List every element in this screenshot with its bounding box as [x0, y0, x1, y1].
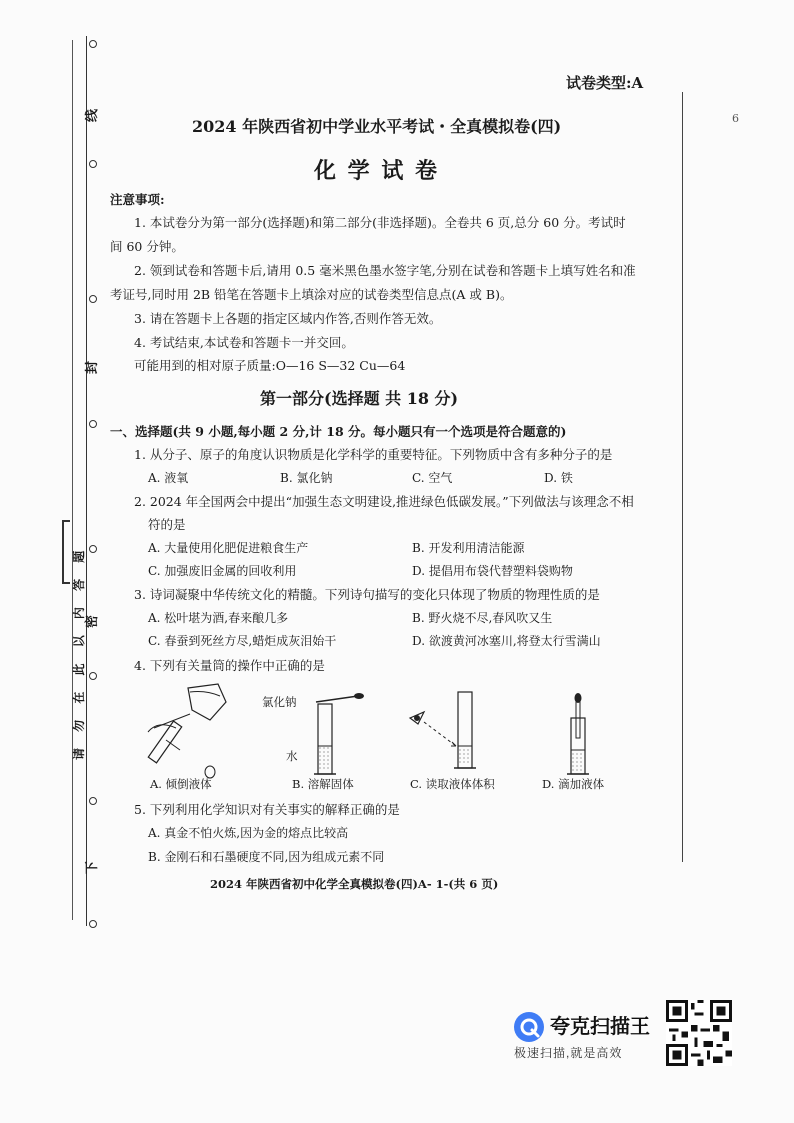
section1-heading: 一、选择题(共 9 小题,每小题 2 分,计 18 分。每小题只有一个选项是符合题意的): [110, 424, 567, 439]
binding-char-below: 下: [85, 860, 101, 875]
note-line-2: 间 60 分钟。: [110, 239, 184, 254]
label-nacl: 氯化钠: [262, 695, 297, 709]
figure-dissolve-solid: [296, 686, 366, 778]
scanner-brand: 夸克扫描王: [550, 1016, 650, 1038]
notes-heading: 注意事项:: [110, 192, 165, 207]
q4-option-b: B. 溶解固体: [292, 777, 354, 791]
binding-hole: [89, 40, 97, 48]
paper-type: 试卷类型:A: [566, 74, 644, 92]
label-water: 水: [286, 749, 298, 763]
q4-stem: 4. 下列有关量筒的操作中正确的是: [134, 658, 325, 673]
q2-stem: 2. 2024 年全国两会中提出“加强生态文明建设,推进绿色低碳发展。”下列做法与该理念不相: [134, 494, 634, 509]
q2-option-d: D. 提倡用布袋代替塑料袋购物: [412, 564, 573, 578]
q1-option-c: C. 空气: [412, 471, 453, 485]
q3-stem: 3. 诗词凝聚中华传统文化的精髓。下列诗句描写的变化只体现了物质的物理性质的是: [134, 587, 600, 602]
binding-char-secret: 密: [85, 614, 101, 629]
scanner-slogan: 极速扫描,就是高效: [514, 1046, 623, 1060]
note-line-4: 考证号,同时用 2B 铅笔在答题卡上填涂对应的试卷类型信息点(A 或 B)。: [110, 287, 513, 302]
part1-title: 第一部分(选择题 共 18 分): [260, 389, 459, 408]
q1-stem: 1. 从分子、原子的角度认识物质是化学科学的重要特征。下列物质中含有多种分子的是: [134, 447, 613, 462]
binding-hole: [89, 420, 97, 428]
q3-option-d: D. 欲渡黄河冰塞川,将登太行雪满山: [412, 634, 601, 648]
q5-option-b: B. 金刚石和石墨硬度不同,因为组成元素不同: [148, 850, 385, 864]
figure-pour-liquid: [140, 680, 240, 780]
qr-code-icon: [666, 1000, 732, 1066]
note-line-6: 4. 考试结束,本试卷和答题卡一并交回。: [134, 335, 354, 350]
q3-option-b: B. 野火烧不尽,春风吹又生: [412, 611, 553, 625]
q1-option-b: B. 氯化钠: [280, 471, 333, 485]
q4-option-d: D. 滴加液体: [542, 777, 605, 791]
q2-stem-cont: 符的是: [148, 517, 186, 532]
binding-hole: [89, 160, 97, 168]
figure-read-volume: [402, 684, 502, 780]
q4-option-c: C. 读取液体体积: [410, 777, 495, 791]
note-line-3: 2. 领到试卷和答题卡后,请用 0.5 毫米黑色墨水签字笔,分别在试卷和答题卡上填写姓名和准: [134, 263, 636, 278]
binding-char-seal: 封: [85, 360, 101, 375]
q1-option-a: A. 液氧: [148, 471, 189, 485]
q2-option-c: C. 加强废旧金属的回收利用: [148, 564, 297, 578]
atomic-mass: 可能用到的相对原子质量:O—16 S—32 Cu—64: [134, 358, 406, 373]
q4-option-a: A. 倾倒液体: [150, 777, 212, 791]
scanner-logo-icon: [512, 1010, 546, 1044]
note-line-1: 1. 本试卷分为第一部分(选择题)和第二部分(非选择题)。全卷共 6 页,总分 60 分。考试时: [134, 215, 626, 230]
figure-drip-liquid: [556, 690, 606, 780]
q1-option-d: D. 铁: [544, 471, 573, 485]
note-line-5: 3. 请在答题卡上各题的指定区域内作答,否则作答无效。: [134, 311, 442, 326]
exam-title: 2024 年陕西省初中学业水平考试・全真模拟卷(四): [192, 117, 562, 136]
binding-notice: 请 勿 在 此 以 内 答 题: [72, 544, 86, 760]
q3-option-a: A. 松叶堪为酒,春来酿几多: [148, 611, 289, 625]
q5-option-a: A. 真金不怕火炼,因为金的熔点比较高: [148, 826, 349, 840]
page-mark: 6: [732, 112, 739, 125]
binding-hole: [89, 672, 97, 680]
content-border-right: [682, 92, 683, 862]
binding-hole: [89, 920, 97, 928]
binding-hole: [89, 797, 97, 805]
subject-title: 化 学 试 卷: [314, 158, 439, 184]
binding-bracket: [62, 520, 70, 584]
binding-hole: [89, 545, 97, 553]
binding-line-outer: [72, 40, 73, 920]
page-footer: 2024 年陕西省初中化学全真模拟卷(四)A- 1-(共 6 页): [210, 877, 499, 891]
q2-option-b: B. 开发利用清洁能源: [412, 541, 525, 555]
binding-char-line: 线: [85, 108, 101, 123]
q5-stem: 5. 下列利用化学知识对有关事实的解释正确的是: [134, 802, 400, 817]
binding-line: [86, 36, 87, 926]
binding-hole: [89, 295, 97, 303]
q2-option-a: A. 大量使用化肥促进粮食生产: [148, 541, 309, 555]
q3-option-c: C. 春蚕到死丝方尽,蜡炬成灰泪始干: [148, 634, 337, 648]
